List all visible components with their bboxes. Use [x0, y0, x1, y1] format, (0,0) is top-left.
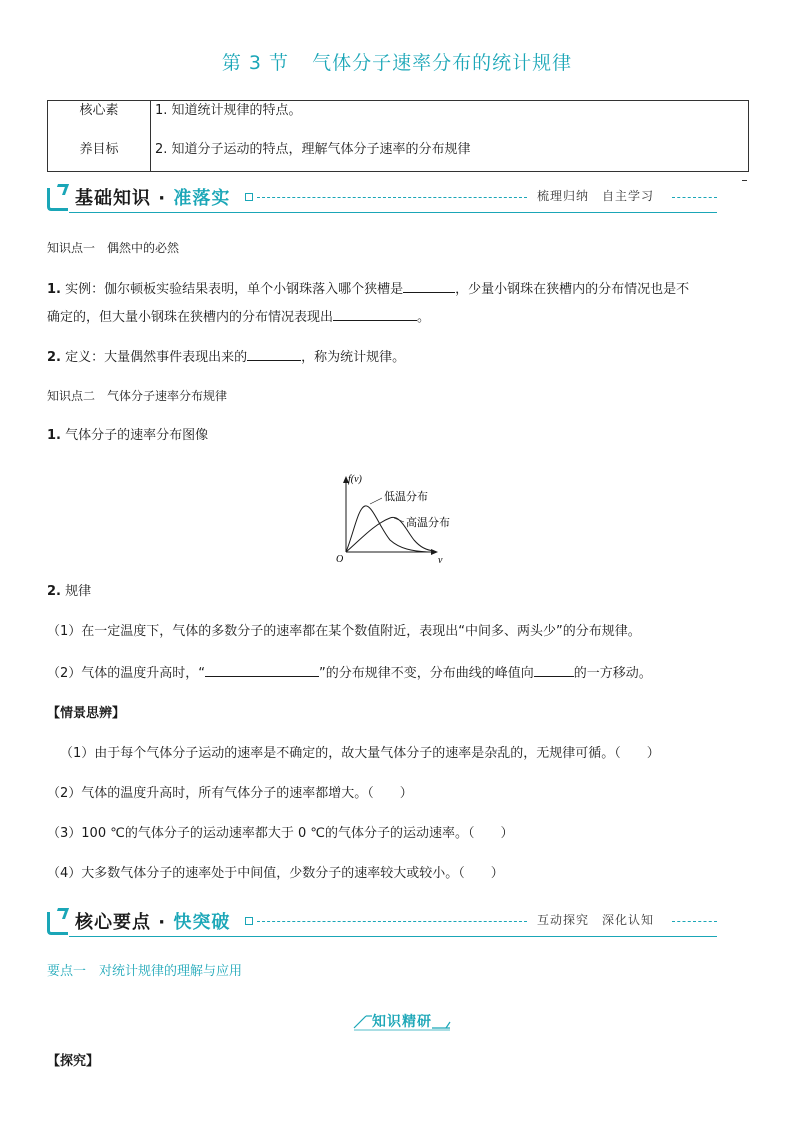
- section-heading: 基础知识 · 准落实: [75, 188, 231, 209]
- rule-1: （1）在一定温度下，气体的多数分子的速率都在某个数值附近，表现出“中间多、两头少”的分布规律。: [47, 624, 641, 639]
- section-header-core: [47, 908, 717, 938]
- kp2-heading: 知识点二 气体分子速率分布规律: [47, 389, 228, 403]
- badge-label: 知识精研: [372, 1014, 432, 1030]
- kp1-item1: 1. 实例：伽尔顿板实验结果表明，单个小钢珠落入哪个狭槽是 ，少量小钢珠在狭槽内的分布情况也是不: [47, 278, 747, 300]
- speed-distribution-graph: [330, 470, 460, 566]
- kp1-item2: 2. 定义：大量偶然事件表现出来的 ，称为统计规律。: [47, 346, 747, 368]
- table-corner-line: [742, 180, 747, 181]
- square-marker-icon: [245, 917, 253, 925]
- section-underline: [69, 212, 717, 213]
- rule-2: （2）气体的温度升高时，“ ”的分布规律不变，分布曲线的峰值向 的一方移动。: [47, 662, 757, 684]
- section-underline: [69, 936, 717, 937]
- kp1-item1-cont: 确定的，但大量小钢珠在狭槽内的分布情况表现出 。: [47, 306, 747, 328]
- fill-blank[interactable]: [333, 306, 417, 321]
- x-axis-label: v: [438, 555, 443, 566]
- dashed-divider: [257, 197, 527, 198]
- section-subtitle: 梳理归纳 自主学习: [537, 189, 655, 203]
- bracket-icon: [47, 912, 68, 935]
- goals-label-cell: [48, 101, 151, 172]
- dashed-divider: [257, 921, 527, 922]
- x-axis-arrow-icon: [431, 549, 438, 555]
- page-title: [0, 48, 794, 75]
- goal-item-1: 1. 知道统计规律的特点。: [155, 103, 302, 118]
- high-temp-label: 高温分布: [406, 516, 450, 529]
- section-number: 第 3 节: [221, 52, 290, 74]
- section-subtitle: 互动探究 深化认知: [537, 913, 655, 927]
- dashed-divider: [672, 197, 717, 198]
- goal-item-2: 2. 知道分子运动的特点，理解气体分子速率的分布规律: [155, 142, 471, 157]
- judge-question-2: （2）气体的温度升高时，所有气体分子的速率都增大。（ ）: [47, 786, 413, 801]
- judge-heading: 【情景思辨】: [47, 706, 126, 721]
- fill-blank[interactable]: [247, 346, 301, 361]
- low-temp-pointer: [370, 498, 382, 504]
- fill-blank[interactable]: [534, 662, 574, 677]
- point1-heading: 要点一 对统计规律的理解与应用: [47, 964, 243, 979]
- judge-question-4: （4）大多数气体分子的速率处于中间值，少数分子的速率较大或较小。（ ）: [47, 866, 504, 881]
- square-marker-icon: [245, 193, 253, 201]
- dashed-divider: [672, 921, 717, 922]
- low-temp-label: 低温分布: [384, 490, 428, 503]
- section-title: 气体分子速率分布的统计规律: [312, 52, 573, 74]
- y-axis-label: f(v): [348, 474, 362, 485]
- kp2-item1: 1. 气体分子的速率分布图像: [47, 428, 209, 443]
- section-heading: 核心要点 · 快突破: [75, 912, 231, 933]
- explore-heading: 【探究】: [47, 1054, 100, 1069]
- section-header-basics: [47, 184, 717, 214]
- judge-question-3: （3）100 ℃的气体分子的运动速率都大于 0 ℃的气体分子的运动速率。（ ）: [47, 826, 514, 841]
- goals-label-line2: 养目标: [79, 142, 119, 157]
- origin-label: O: [336, 554, 344, 565]
- goals-table: [47, 100, 749, 172]
- goals-label-line1: 核心素: [79, 103, 119, 118]
- kp1-heading: 知识点一 偶然中的必然: [47, 241, 180, 255]
- bracket-icon: [47, 188, 68, 211]
- high-temp-pointer: [394, 518, 404, 522]
- fill-blank[interactable]: [205, 662, 319, 677]
- fill-blank[interactable]: [403, 278, 455, 293]
- knowledge-badge: [350, 1010, 454, 1034]
- kp2-item2: 2. 规律: [47, 584, 92, 599]
- judge-question-1: （1）由于每个气体分子运动的速率是不确定的，故大量气体分子的速率是杂乱的，无规律可循。（ ）: [60, 746, 660, 761]
- goals-content-cell: [151, 101, 749, 172]
